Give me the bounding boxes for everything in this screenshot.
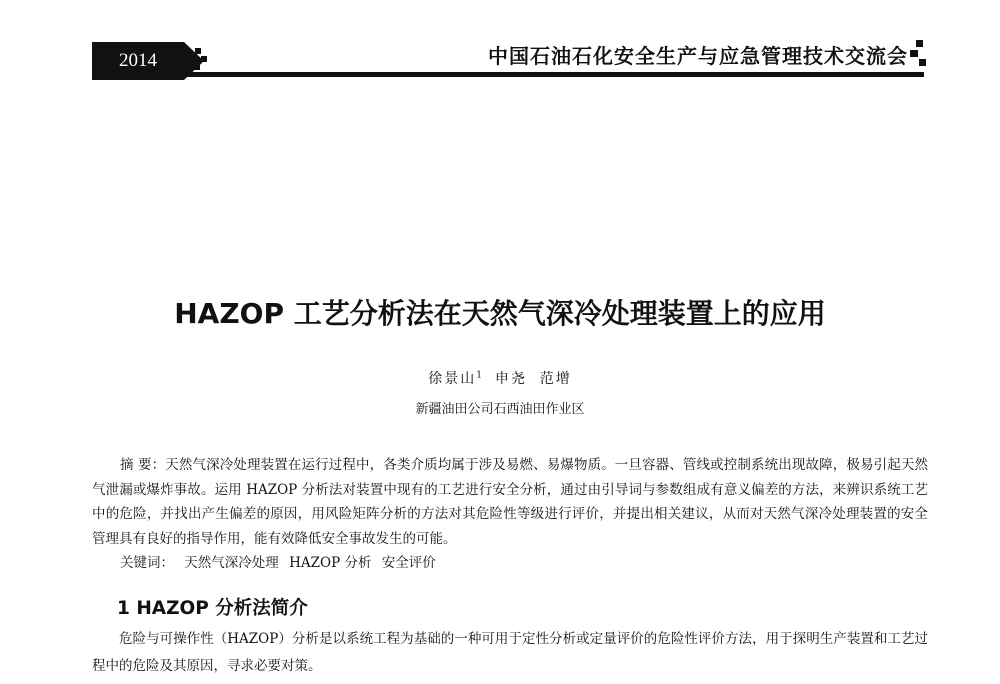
author-affiliation: 新疆油田公司石西油田作业区 bbox=[415, 402, 585, 417]
header-rule bbox=[92, 72, 924, 77]
year-label: 2014 bbox=[119, 50, 157, 71]
page-header bbox=[0, 0, 1000, 90]
author-name: 申尧 bbox=[494, 371, 527, 387]
conference-title: 中国石油石化安全生产与应急管理技术交流会 bbox=[488, 44, 908, 68]
keywords bbox=[120, 551, 442, 571]
keyword-item: 天然气深冷处理 bbox=[184, 555, 279, 571]
decorative-dots-icon bbox=[192, 48, 208, 72]
section-heading: 1 HAZOP 分析法简介 bbox=[117, 598, 308, 619]
author-name: 徐景山 bbox=[428, 371, 477, 387]
paper-title: HAZOP 工艺分析法在天然气深冷处理装置上的应用 bbox=[174, 297, 826, 330]
keywords-label: 关键词： bbox=[120, 555, 174, 571]
abstract bbox=[92, 453, 928, 551]
abstract-label: 摘 要： bbox=[120, 457, 166, 473]
author-list bbox=[0, 368, 1000, 388]
decorative-dots-icon bbox=[910, 40, 926, 70]
author-name: 范增 bbox=[539, 371, 572, 387]
abstract-text: 天然气深冷处理装置在运行过程中，各类介质均属于涉及易燃、易爆物质。一旦容器、管线或控制系统出现故障，极易引起天然气泄漏或爆炸事故。运用 HAZOP 分析法对装置中现有的工艺进行安全分析，通过由引导词与参数组成有意义偏差的方法，来辨识系统工艺中的危险，并找出产生偏差的原因，用风险矩阵分析的方法对其危险性等级进行评价，并提出相关建议，从而对天然气深冷处理装置的安全管理具有良好的指导作用，能有效降低安全事故发生的可能。 bbox=[92, 457, 928, 547]
keyword-item: HAZOP 分析 bbox=[289, 555, 372, 571]
keyword-item: 安全评价 bbox=[381, 555, 436, 571]
body-paragraph: 危险与可操作性（HAZOP）分析是以系统工程为基础的一种可用于定性分析或定量评价的危险性评价方法，用于探明生产装置和工艺过程中的危险及其原因，寻求必要对策。 bbox=[92, 631, 928, 674]
author-affiliation-mark: 1 bbox=[476, 370, 482, 381]
